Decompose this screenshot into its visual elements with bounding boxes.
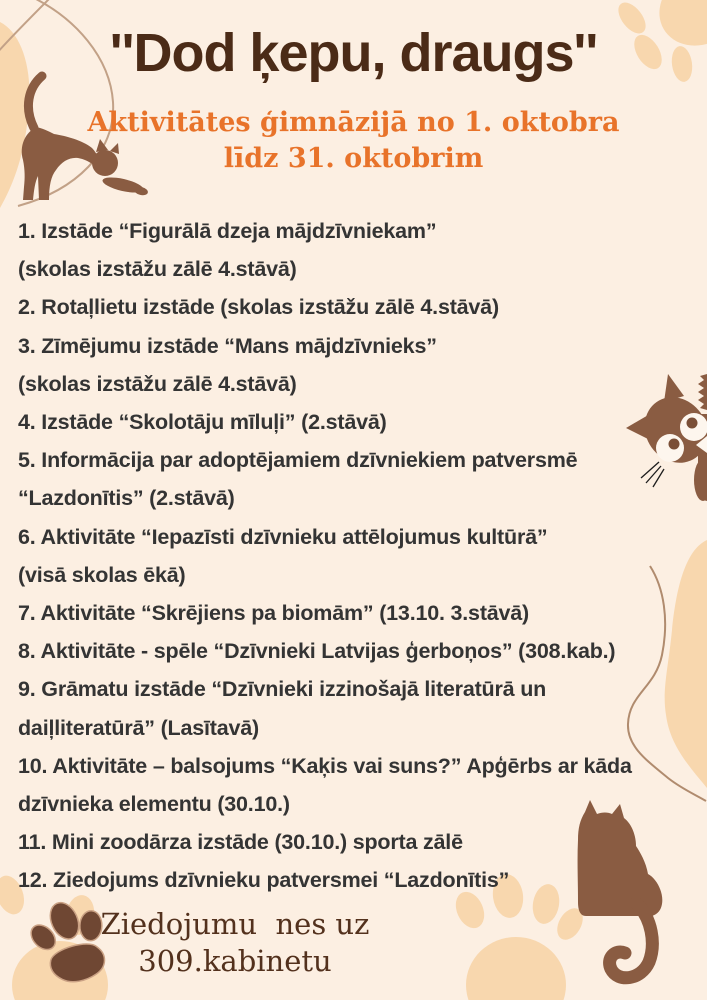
list-line: 5. Informācija par adoptējamiem dzīvniekiem patversmē (18, 448, 578, 473)
list-line: (visā skolas ēkā) (18, 562, 186, 587)
list-line: (skolas izstāžu zālē 4.stāvā) (18, 257, 297, 282)
donation-note (80, 906, 390, 980)
list-line: 8. Aktivitāte - spēle “Dzīvnieki Latvijas ģerboņos” (308.kab.) (18, 639, 616, 664)
list-line: 12. Ziedojums dzīvnieku patversmei “Lazdonītis” (18, 868, 510, 893)
subtitle-line-2: līdz 31. oktobrim (223, 143, 484, 174)
list-line: 3. Zīmējumu izstāde “Mans mājdzīvnieks” (18, 333, 437, 358)
poster-title: ''Dod ķepu, draugs'' (109, 23, 598, 83)
subtitle-line-1: Aktivitātes ģimnāzijā no 1. oktobra (87, 107, 620, 138)
poster-subtitle (0, 105, 707, 177)
list-line: 1. Izstāde “Figurālā dzeja mājdzīvniekam” (18, 219, 437, 243)
list-line: 11. Mini zoodārza izstāde (30.10.) sporta zālē (18, 830, 463, 855)
list-line: 4. Izstāde “Skolotāju mīluļi” (2.stāvā) (18, 410, 387, 435)
list-line: 7. Aktivitāte “Skrējiens pa biomām” (13.10. 3.stāvā) (18, 601, 530, 626)
list-line: 10. Aktivitāte – balsojums “Kaķis vai suns?” Apģērbs ar kāda (18, 753, 632, 778)
list-line: 2. Rotaļlietu izstāde (skolas izstāžu zālē 4.stāvā) (18, 295, 499, 320)
list-line: “Lazdonītis” (2.stāvā) (18, 486, 235, 511)
activities-list (18, 212, 698, 900)
list-line: (skolas izstāžu zālē 4.stāvā) (18, 371, 297, 396)
donation-note-line-2: 309.kabinetu (138, 944, 332, 978)
list-line: 6. Aktivitāte “Iepazīsti dzīvnieku attēlojumus kultūrā” (18, 524, 548, 549)
list-line: 9. Grāmatu izstāde “Dzīvnieki izzinošajā literatūrā un (18, 677, 547, 702)
list-line: daiļliteratūrā” (Lasītavā) (18, 715, 259, 740)
list-line: dzīvnieka elementu (30.10.) (18, 792, 290, 817)
donation-note-line-1: Ziedojumu nes uz (100, 907, 370, 941)
